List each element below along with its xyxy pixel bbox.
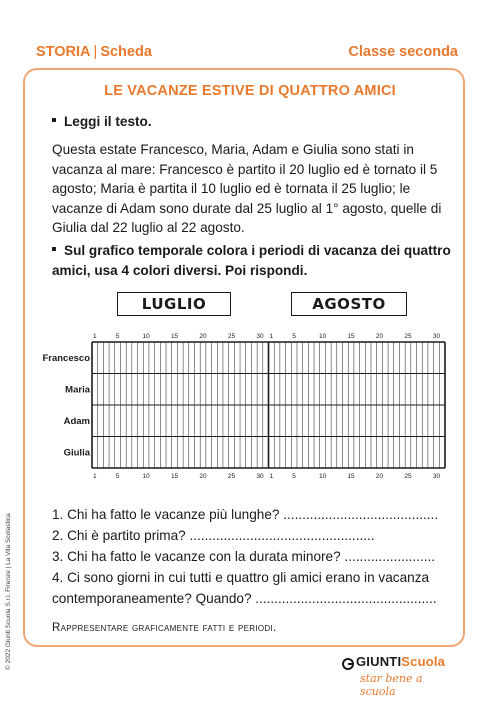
row-label: Maria [65, 384, 90, 396]
subject-label: STORIA [36, 44, 91, 60]
question-1: 1. Chi ha fatto le vacanze più lunghe? ......................................... [52, 507, 439, 522]
tick-label-top: 5 [115, 333, 120, 340]
tick-label-bottom: 30 [432, 473, 441, 480]
tick-label-bottom: 10 [318, 473, 327, 480]
tick-label-top: 20 [199, 333, 207, 340]
month-label-august: AGOSTO [291, 292, 407, 316]
giunti-g-icon [342, 658, 354, 670]
copyright-credit [3, 470, 15, 670]
tick-label-top: 15 [347, 333, 355, 340]
instruction-color [52, 241, 462, 280]
logo-brand [356, 654, 445, 669]
header-separator: | [93, 44, 98, 60]
tick-label-top: 5 [292, 333, 296, 340]
bullet-icon [52, 118, 56, 122]
tick-label-bottom: 5 [292, 473, 296, 480]
tick-label-bottom: 5 [115, 473, 120, 480]
tick-label-bottom: 30 [256, 473, 264, 480]
row-label: Francesco [42, 352, 90, 364]
logo-brand-giunti: GIUNTI [356, 654, 402, 669]
tick-label-bottom: 25 [404, 473, 412, 480]
tick-label-bottom: 20 [375, 473, 384, 480]
tick-label-top: 30 [432, 333, 441, 340]
logo-brand-scuola: Scuola [401, 654, 446, 669]
instruction-color-text: Sul grafico temporale colora i periodi di vacanza dei quattro amici, usa 4 colori diversi. Poi rispondi. [52, 243, 451, 278]
tick-label-bottom: 1 [269, 473, 274, 480]
row-label: Adam [63, 415, 90, 427]
timeline-grid [0, 320, 500, 495]
tick-label-top: 10 [318, 333, 327, 340]
row-label: Giulia [63, 447, 90, 459]
learning-objective: Rappresentare graficamente fatti e periodi. [52, 622, 277, 634]
tick-label-bottom: 15 [347, 473, 355, 480]
publisher-logo [348, 654, 458, 698]
instruction-read [52, 112, 462, 132]
tick-label-bottom: 10 [142, 473, 150, 480]
logo-tagline: star bene a scuola [360, 672, 423, 698]
tick-label-bottom: 20 [199, 473, 207, 480]
bullet-icon [52, 247, 56, 251]
question-4-line1: 4. Ci sono giorni in cui tutti e quattro gli amici erano in vacanza [52, 570, 430, 585]
tick-label-bottom: 1 [93, 473, 97, 480]
copyright-text: © 2022 Giunti Scuola S.r.l. Firenze | La Vita Scolastica [5, 513, 12, 670]
tick-label-top: 20 [375, 333, 384, 340]
tick-label-top: 10 [142, 333, 150, 340]
doc-type-label: Scheda [100, 44, 152, 60]
question-3: 3. Chi ha fatto le vacanze con la durata minore? ........................ [52, 549, 436, 564]
tick-label-top: 30 [256, 333, 264, 340]
question-2: 2. Chi è partito prima? ................................................. [52, 528, 375, 543]
tick-label-top: 25 [404, 333, 412, 340]
tick-label-top: 25 [227, 333, 236, 340]
month-label-july: LUGLIO [117, 292, 231, 316]
instruction-read-text: Leggi il testo. [64, 114, 152, 129]
tick-label-top: 1 [269, 333, 274, 340]
worksheet-title: LE VACANZE ESTIVE DI QUATTRO AMICI [104, 83, 396, 99]
tick-label-top: 1 [93, 333, 97, 340]
grade-label: Classe seconda [348, 44, 458, 60]
tick-label-bottom: 25 [227, 473, 236, 480]
tick-label-top: 15 [170, 333, 179, 340]
tick-label-bottom: 15 [170, 473, 179, 480]
story-paragraph: Questa estate Francesco, Maria, Adam e Giulia sono stati in vacanza al mare: Francesco è partito il 20 luglio ed è tornato il 5 agosto; Maria è partita il 10 luglio ed è tornata il 25 luglio; le vacanze di Adam sono durate dal 25 luglio al 1° agosto, quelle di Giulia dal 22 luglio al 22 agosto. [52, 142, 442, 236]
header-subject [36, 44, 152, 60]
question-4-line2: contemporaneamente? Quando? ................................................ [52, 591, 437, 606]
